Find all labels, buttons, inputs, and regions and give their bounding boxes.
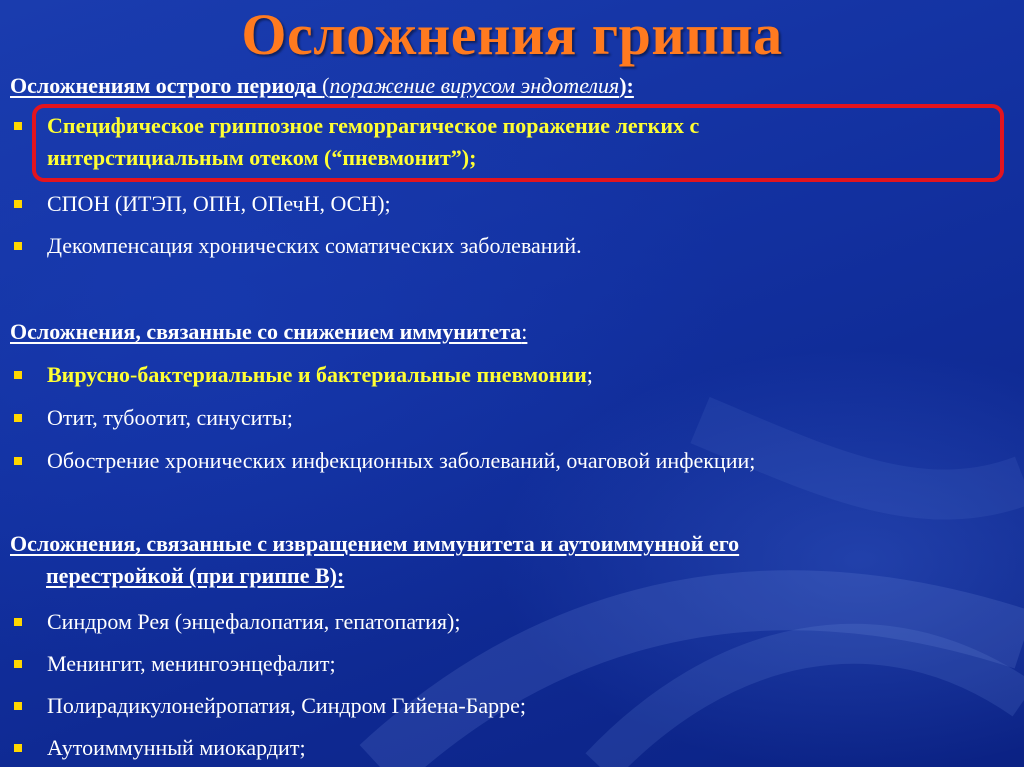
highlight-line-2: интерстициальным отеком (“пневмонит”); xyxy=(47,145,477,170)
list-item-text: Полирадикулонейропатия, Синдром Гийена-Барре; xyxy=(47,693,527,718)
bullet-square-icon xyxy=(14,122,22,130)
list-item xyxy=(14,228,1004,264)
section1-heading-paren-close: ): xyxy=(619,73,634,98)
slide-title: Осложнения гриппа xyxy=(241,2,783,67)
bullet-square-icon xyxy=(14,702,22,710)
list-item xyxy=(14,730,1004,766)
list-item xyxy=(14,357,1004,393)
list-item-text: Синдром Рея (энцефалопатия, гепатопатия); xyxy=(47,609,461,634)
list-item xyxy=(14,646,1004,682)
bullet-square-icon xyxy=(14,200,22,208)
section3-heading-line-2: перестройкой (при гриппе В): xyxy=(46,563,345,588)
section3-heading xyxy=(10,528,1000,592)
list-item-text: Обострение хронических инфекционных заболеваний, очаговой инфекции; xyxy=(47,448,756,473)
section1-heading xyxy=(10,70,1000,102)
list-item-text: Отит, тубоотит, синуситы; xyxy=(47,405,293,430)
highlight-bullet xyxy=(14,110,1004,174)
list-item xyxy=(14,604,1004,640)
list-item xyxy=(14,186,1004,222)
list-item-text: Менингит, менингоэнцефалит; xyxy=(47,651,336,676)
bullet-square-icon xyxy=(14,618,22,626)
bullet-square-icon xyxy=(14,242,22,250)
list-item-emphasis: Вирусно-бактериальные и бактериальные пневмонии xyxy=(47,362,587,387)
section1-heading-italic: поражение вирусом эндотелия xyxy=(329,73,620,98)
list-item-text: СПОН (ИТЭП, ОПН, ОПечН, ОСН); xyxy=(47,191,391,216)
highlight-line-1: Специфическое гриппозное геморрагическое поражение легких с xyxy=(47,113,700,138)
bullet-square-icon xyxy=(14,744,22,752)
bullet-square-icon xyxy=(14,457,22,465)
section2-heading-main: Осложнения, связанные со снижением иммунитета xyxy=(10,319,522,344)
list-item-tail: ; xyxy=(586,362,593,387)
bullet-square-icon xyxy=(14,660,22,668)
section1-heading-paren-open: ( xyxy=(322,73,330,98)
section1-heading-main: Осложнениям острого периода xyxy=(10,73,323,98)
list-item-text: Декомпенсация хронических соматических заболеваний. xyxy=(47,233,582,258)
list-item-text xyxy=(47,362,593,388)
list-item xyxy=(14,400,1004,436)
section2-heading xyxy=(10,316,1000,348)
list-item xyxy=(14,688,1004,724)
list-item-text: Аутоиммунный миокардит; xyxy=(47,735,306,760)
section3-heading-line-1: Осложнения, связанные с извращением иммунитета и аутоиммунной его xyxy=(10,531,740,556)
bullet-square-icon xyxy=(14,371,22,379)
bullet-square-icon xyxy=(14,414,22,422)
list-item xyxy=(14,443,1004,479)
section2-heading-colon: : xyxy=(521,319,528,344)
